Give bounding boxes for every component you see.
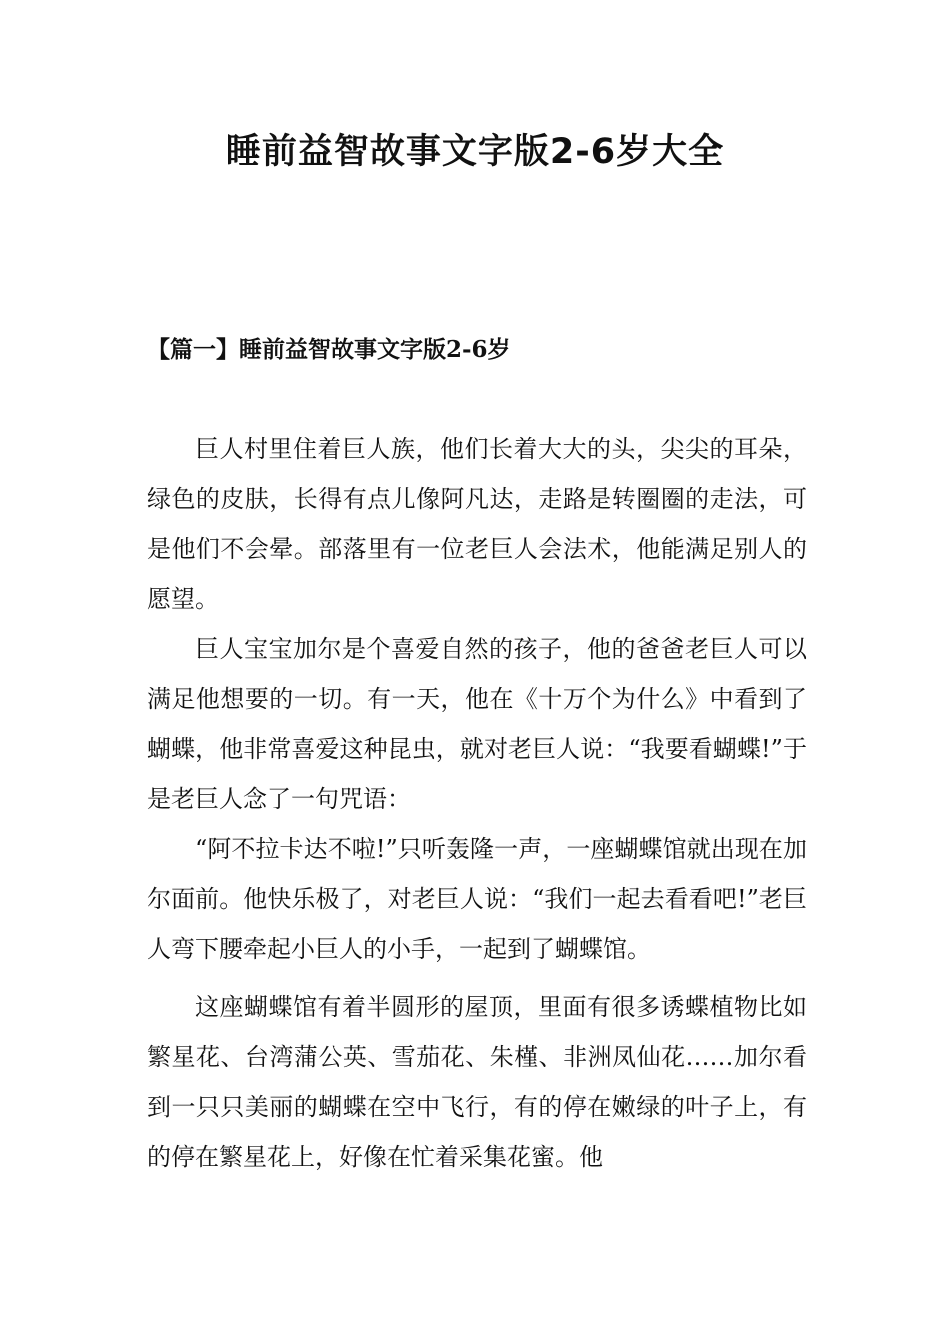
document-title: 睡前益智故事文字版2-6岁大全 <box>225 132 725 172</box>
story-paragraph-1: 巨人村里住着巨人族，他们长着大大的头，尖尖的耳朵，绿色的皮肤，长得有点儿像阿凡达，走路是转圈圈的走法，可是他们不会晕。部落里有一位老巨人会法术，他能满足别人的愿望。 <box>147 435 807 613</box>
story-paragraph-4: 这座蝴蝶馆有着半圆形的屋顶，里面有很多诱蝶植物比如繁星花、台湾蒲公英、雪茄花、朱槿、非洲凤仙花……加尔看到一只只美丽的蝴蝶在空中飞行，有的停在嫩绿的叶子上，有的停在繁星花上，好像在忙着采集花蜜。他 <box>147 993 807 1171</box>
story-paragraph-3: “阿不拉卡达不啦!”只听轰隆一声，一座蝴蝶馆就出现在加尔面前。他快乐极了，对老巨人说：“我们一起去看看吧!”老巨人弯下腰牵起小巨人的小手，一起到了蝴蝶馆。 <box>147 835 807 963</box>
section-heading: 【篇一】睡前益智故事文字版2-6岁 <box>147 336 511 363</box>
story-paragraph-2: 巨人宝宝加尔是个喜爱自然的孩子，他的爸爸老巨人可以满足他想要的一切。有一天，他在《十万个为什么》中看到了蝴蝶，他非常喜爱这种昆虫，就对老巨人说：“我要看蝴蝶!”于是老巨人念了一句咒语： <box>147 635 807 813</box>
story-body <box>147 424 807 1182</box>
